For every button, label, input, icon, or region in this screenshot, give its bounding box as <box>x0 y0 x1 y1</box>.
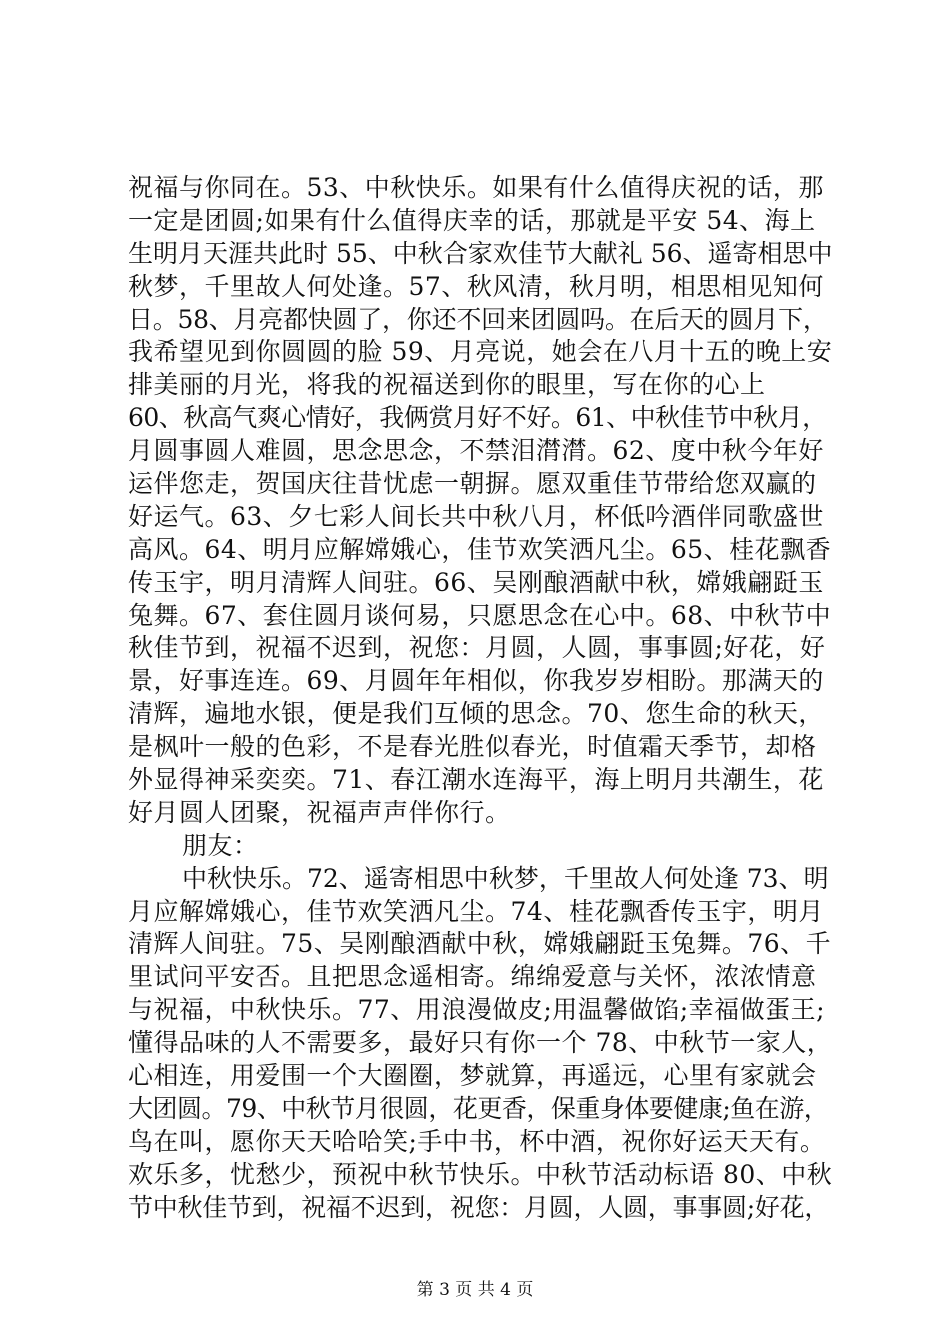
text-line: 日。58、月亮都快圆了，你还不回来团圆吗。在后天的圆月下， <box>128 304 828 334</box>
salutation-line: 朋友： <box>182 830 259 860</box>
text-line: 是枫叶一般的色彩，不是春光胜似春光，时值霜天季节，却格 <box>128 732 817 762</box>
text-line: 心相连，用爱围一个大圈圈，梦就算，再遥远，心里有家就会 <box>128 1061 817 1091</box>
page-number-footer: 第 3 页 共 4 页 <box>416 1280 534 1300</box>
text-line: 鸟在叫，愿你天天哈哈笑;手中书，杯中酒，祝你好运天天有。 <box>128 1126 826 1156</box>
text-line: 排美丽的月光，将我的祝福送到你的眼里，写在你的心上 <box>128 370 766 400</box>
text-line: 祝福与你同在。53、中秋快乐。如果有什么值得庆祝的话，那 <box>128 173 824 202</box>
text-line: 一定是团圆;如果有什么值得庆幸的话，那就是平安 54、海上 <box>128 205 816 235</box>
text-line: 欢乐多，忧愁少，预祝中秋节快乐。中秋节活动标语 80、中秋 <box>128 1159 833 1189</box>
text-line: 我希望见到你圆圆的脸 59、月亮说，她会在八月十五的晚上安 <box>128 337 833 367</box>
text-line: 月应解嫦娥心，佳节欢笑洒凡尘。74、桂花飘香传玉宇，明月 <box>128 896 824 926</box>
text-line: 外显得神采奕奕。71、春江潮水连海平，海上明月共潮生，花 <box>128 765 824 795</box>
text-line: 秋佳节到，祝福不迟到，祝您：月圆，人圆，事事圆;好花，好 <box>128 633 826 663</box>
text-line: 清辉人间驻。75、吴刚酿酒献中秋，嫦娥翩跹玉兔舞。76、千 <box>128 929 832 959</box>
text-line: 兔舞。67、套住圆月谈何易，只愿思念在心中。68、中秋节中 <box>128 600 832 630</box>
text-line: 好运气。63、夕七彩人间长共中秋八月，杯低吟酒伴同歌盛世 <box>128 501 824 531</box>
text-line: 运伴您走，贺国庆往昔忧虑一朝摒。愿双重佳节带给您双赢的 <box>128 469 817 499</box>
text-line: 节中秋佳节到，祝福不迟到，祝您：月圆，人圆，事事圆;好花， <box>128 1192 830 1222</box>
text-line: 懂得品味的人不需要多，最好只有你一个 78、中秋节一家人， <box>128 1028 833 1058</box>
text-line: 月圆事圆人难圆，思念思念，不禁泪潸潸。62、度中秋今年好 <box>128 436 824 466</box>
text-line: 好月圆人团聚，祝福声声伴你行。 <box>128 797 511 827</box>
text-line: 清辉，遍地水银，便是我们互倾的思念。70、您生命的秋天， <box>128 699 824 729</box>
text-line: 生明月天涯共此时 55、中秋合家欢佳节大献礼 56、遥寄相思中 <box>128 238 833 268</box>
text-line: 传玉宇，明月清辉人间驻。66、吴刚酿酒献中秋，嫦娥翩跹玉 <box>128 567 824 597</box>
text-line: 60、秋高气爽心情好，我俩赏月好不好。61、中秋佳节中秋月， <box>128 403 827 433</box>
body-text <box>128 172 833 1225</box>
text-line: 与祝福，中秋快乐。77、用浪漫做皮;用温馨做馅;幸福做蛋王; <box>128 995 826 1025</box>
text-line: 里试问平安否。且把思念遥相寄。绵绵爱意与关怀，浓浓情意 <box>128 962 817 992</box>
text-line: 大团圆。79、中秋节月很圆，花更香，保重身体要健康;鱼在游， <box>128 1093 829 1123</box>
text-line: 秋梦，千里故人何处逢。57、秋风清，秋月明，相思相见知何 <box>128 271 824 301</box>
text-line: 景，好事连连。69、月圆年年相似，你我岁岁相盼。那满天的 <box>128 666 824 696</box>
text-line: 高风。64、明月应解嫦娥心，佳节欢笑洒凡尘。65、桂花飘香 <box>128 534 832 564</box>
text-line: 中秋快乐。72、遥寄相思中秋梦，千里故人何处逢 73、明 <box>182 863 829 893</box>
